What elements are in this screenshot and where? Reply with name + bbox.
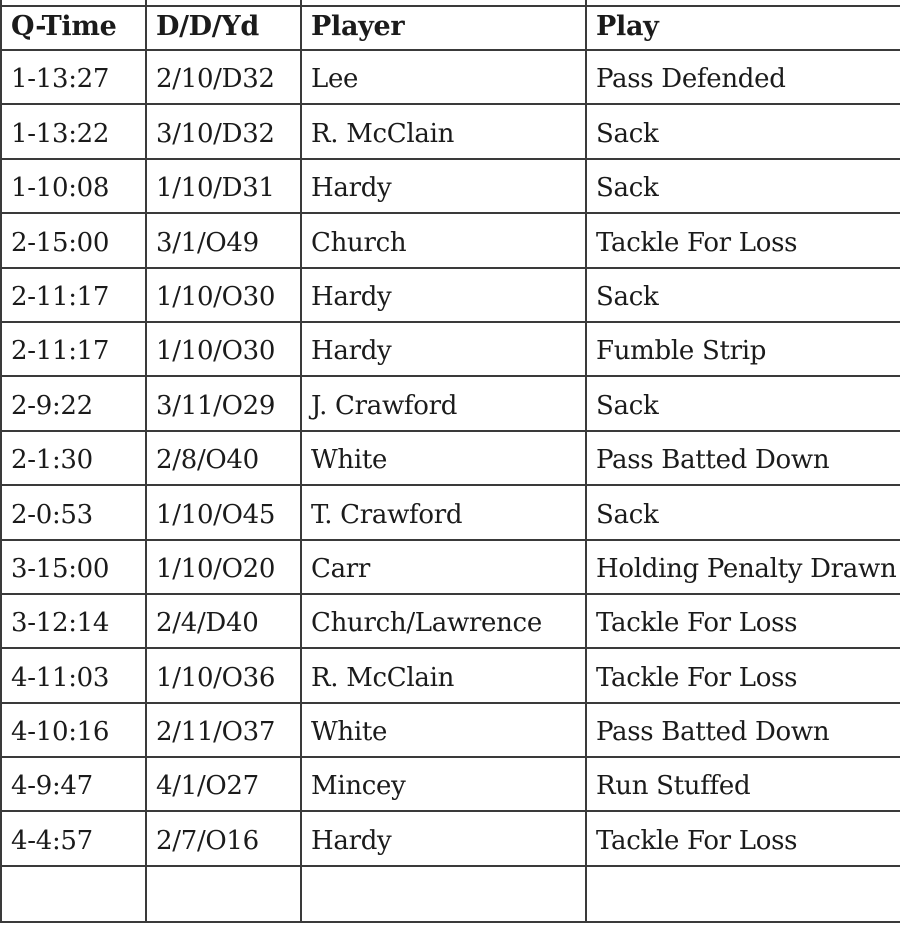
cell-d-d-yd: 1/10/O30 [146, 322, 301, 376]
cell-play: Sack [586, 104, 900, 158]
table-row [1, 757, 900, 811]
cell-q-time: 4-4:57 [1, 811, 146, 865]
cell-player: Church/Lawrence [301, 594, 586, 648]
table-row [1, 50, 900, 104]
cell-player: R. McClain [301, 648, 586, 702]
table-row [1, 485, 900, 539]
cell-d-d-yd: 2/7/O16 [146, 811, 301, 865]
cropped-cell [146, 866, 301, 922]
table-row [1, 431, 900, 485]
cell-player: T. Crawford [301, 485, 586, 539]
cropped-row-bottom [1, 866, 900, 922]
cell-player: Hardy [301, 322, 586, 376]
cell-q-time: 2-0:53 [1, 485, 146, 539]
table-row [1, 159, 900, 213]
cell-d-d-yd: 3/1/O49 [146, 213, 301, 267]
cell-play: Sack [586, 376, 900, 430]
cell-q-time: 4-9:47 [1, 757, 146, 811]
cell-play: Pass Defended [586, 50, 900, 104]
cell-play: Pass Batted Down [586, 703, 900, 757]
table-row [1, 322, 900, 376]
cell-player: Hardy [301, 811, 586, 865]
cell-play: Fumble Strip [586, 322, 900, 376]
cell-d-d-yd: 1/10/O36 [146, 648, 301, 702]
cell-d-d-yd: 2/11/O37 [146, 703, 301, 757]
cell-q-time: 1-13:27 [1, 50, 146, 104]
cell-q-time: 3-12:14 [1, 594, 146, 648]
cell-d-d-yd: 3/10/D32 [146, 104, 301, 158]
header-row [1, 6, 900, 50]
cell-d-d-yd: 2/4/D40 [146, 594, 301, 648]
table-row [1, 376, 900, 430]
table-row [1, 268, 900, 322]
cropped-cell [586, 866, 900, 922]
cell-q-time: 1-10:08 [1, 159, 146, 213]
table-row [1, 648, 900, 702]
cell-player: Lee [301, 50, 586, 104]
cell-q-time: 2-11:17 [1, 268, 146, 322]
cell-play: Sack [586, 485, 900, 539]
table-row [1, 540, 900, 594]
cropped-cell [1, 866, 146, 922]
cell-player: Hardy [301, 159, 586, 213]
cell-play: Tackle For Loss [586, 213, 900, 267]
cell-play: Pass Batted Down [586, 431, 900, 485]
cell-play: Tackle For Loss [586, 648, 900, 702]
cell-q-time: 4-11:03 [1, 648, 146, 702]
cell-player: White [301, 703, 586, 757]
cell-q-time: 2-15:00 [1, 213, 146, 267]
cell-player: Mincey [301, 757, 586, 811]
table-row [1, 594, 900, 648]
cell-q-time: 1-13:22 [1, 104, 146, 158]
table-row [1, 213, 900, 267]
cell-player: Church [301, 213, 586, 267]
cell-d-d-yd: 1/10/O30 [146, 268, 301, 322]
table-row [1, 703, 900, 757]
cell-d-d-yd: 4/1/O27 [146, 757, 301, 811]
cell-q-time: 2-9:22 [1, 376, 146, 430]
column-header-q-time: Q-Time [1, 6, 146, 50]
cell-q-time: 4-10:16 [1, 703, 146, 757]
cell-d-d-yd: 2/8/O40 [146, 431, 301, 485]
cell-d-d-yd: 1/10/O20 [146, 540, 301, 594]
column-header-player: Player [301, 6, 586, 50]
cell-q-time: 2-1:30 [1, 431, 146, 485]
table-row [1, 104, 900, 158]
cell-play: Sack [586, 268, 900, 322]
cell-player: J. Crawford [301, 376, 586, 430]
column-header-play: Play [586, 6, 900, 50]
table-row [1, 811, 900, 865]
cell-play: Run Stuffed [586, 757, 900, 811]
cell-player: White [301, 431, 586, 485]
cell-play: Tackle For Loss [586, 811, 900, 865]
cell-play: Sack [586, 159, 900, 213]
cell-d-d-yd: 3/11/O29 [146, 376, 301, 430]
column-header-d-d-yd: D/D/Yd [146, 6, 301, 50]
cell-d-d-yd: 1/10/D31 [146, 159, 301, 213]
cell-player: Carr [301, 540, 586, 594]
cell-q-time: 2-11:17 [1, 322, 146, 376]
cell-d-d-yd: 1/10/O45 [146, 485, 301, 539]
cell-player: R. McClain [301, 104, 586, 158]
cell-play: Holding Penalty Drawn [586, 540, 900, 594]
cell-play: Tackle For Loss [586, 594, 900, 648]
cell-player: Hardy [301, 268, 586, 322]
cell-d-d-yd: 2/10/D32 [146, 50, 301, 104]
cell-q-time: 3-15:00 [1, 540, 146, 594]
cropped-cell [301, 866, 586, 922]
